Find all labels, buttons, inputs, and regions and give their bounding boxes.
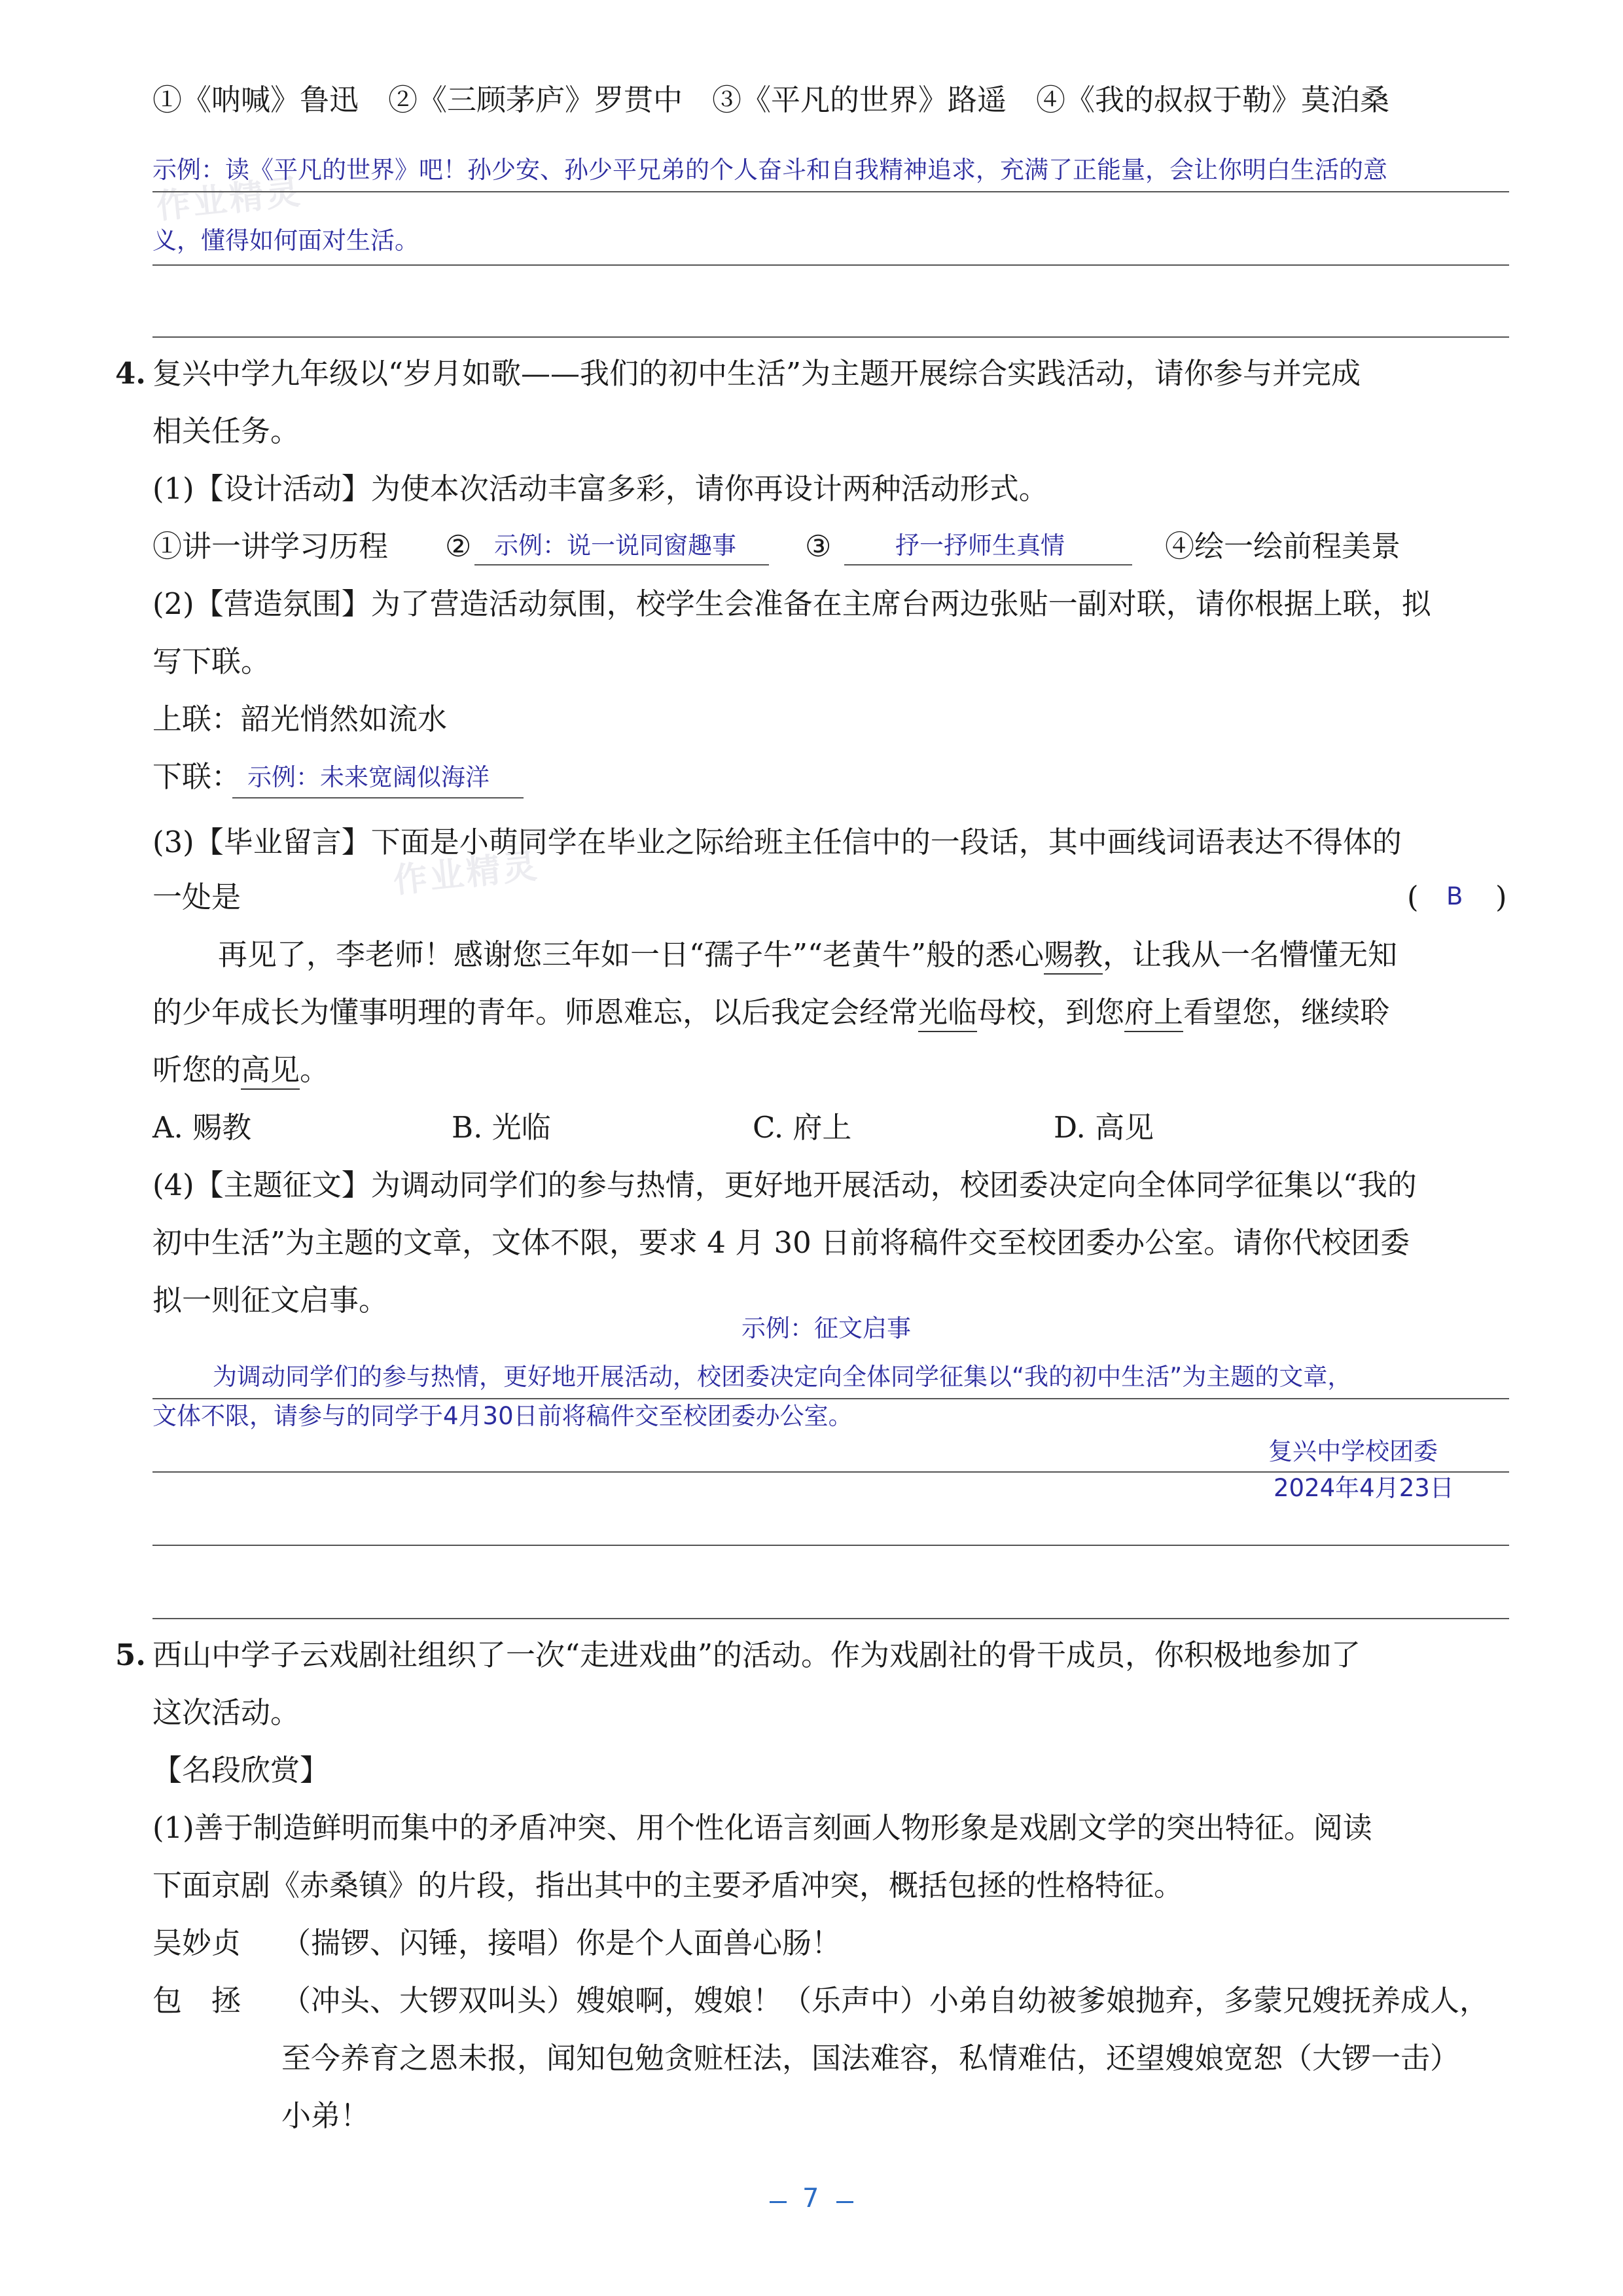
handwritten-answer-sign: 复兴中学校团委 xyxy=(1268,1437,1438,1465)
activity-item-label: ② xyxy=(445,529,472,564)
underlined-word: 光临 xyxy=(918,995,977,1032)
question-stem: 复兴中学九年级以“岁月如歌——我们的初中生活”为主题开展综合实践活动，请你参与并完成 xyxy=(152,356,1361,391)
subquestion-2: (2)【营造氛围】为了营造活动氛围，校学生会准备在主席台两边张贴一副对联，请你根据上联，拟 xyxy=(152,586,1431,621)
underlined-word: 赐教 xyxy=(1044,937,1103,975)
subquestion-4: (4)【主题征文】为调动同学们的参与热情，更好地开展活动，校团委决定向全体同学征集以“我的 xyxy=(152,1168,1417,1202)
answer-line xyxy=(232,797,524,798)
answer-line xyxy=(152,1618,1509,1619)
watermark: 作业精灵 xyxy=(391,846,542,901)
subquestion-3: (3)【毕业留言】下面是小萌同学在毕业之际给班主任信中的一段话，其中画线词语表达不得体的 xyxy=(152,825,1402,859)
answer-line xyxy=(152,264,1509,266)
passage-line: 的少年成长为懂事明理的青年。师恩难忘，以后我定会经常光临母校，到您府上看望您，继续聆 xyxy=(152,992,1389,1033)
subquestion-1: (1)【设计活动】为使本次活动丰富多彩，请你再设计两种活动形式。 xyxy=(152,471,1048,506)
option-c: C. 府上 xyxy=(753,1110,852,1145)
answer-line xyxy=(152,1545,1509,1546)
question-stem: 这次活动。 xyxy=(152,1695,300,1730)
page-number-dash xyxy=(836,2201,853,2203)
role-line: （冲头、大锣双叫头）嫂娘啊，嫂娘！（乐声中）小弟自幼被爹娘抛弃，多蒙兄嫂抚养成人， xyxy=(281,1983,1489,2018)
page-number: 7 xyxy=(802,2183,819,2214)
role-line: 至今养育之恩未报，闻知包勉贪赃枉法，国法难容，私情难估，还望嫂娘宽恕（大锣一击） xyxy=(281,2041,1460,2075)
passage-line: 听您的高见。 xyxy=(152,1050,329,1090)
answer-line xyxy=(152,336,1509,338)
role-name: 包 拯 xyxy=(152,1983,241,2018)
role-line: （揣锣、闪锤，接唱）你是个人面兽心肠！ xyxy=(281,1926,842,1960)
subquestion-4: 拟一则征文启事。 xyxy=(152,1283,389,1318)
couplet-lower-label: 下联： xyxy=(152,759,241,794)
couplet-upper: 上联：韶光悄然如流水 xyxy=(152,702,448,736)
handwritten-answer: 抒一抒师生真情 xyxy=(895,531,1065,560)
page-number-dash xyxy=(770,2201,787,2203)
activity-item-label: ③ xyxy=(805,529,832,564)
handwritten-answer: B xyxy=(1446,882,1463,910)
handwritten-answer: 文体不限，请参与的同学于4月30日前将稿件交至校团委办公室。 xyxy=(152,1402,853,1430)
option-a: A. 赐教 xyxy=(152,1110,252,1145)
underlined-word: 府上 xyxy=(1124,995,1183,1032)
activity-item: ①讲一讲学习历程 xyxy=(152,529,389,564)
section-heading: 【名段欣赏】 xyxy=(152,1753,330,1787)
subquestion-2: 写下联。 xyxy=(152,644,271,679)
passage-line: 再见了，李老师！感谢您三年如一日“孺子牛”“老黄牛”般的悉心赐教，让我从一名懵懂无知 xyxy=(218,935,1397,975)
activity-item: ④绘一绘前程美景 xyxy=(1165,529,1401,564)
role-name: 吴妙贞 xyxy=(152,1926,241,1960)
option-b: B. 光临 xyxy=(452,1110,551,1145)
role-line: 小弟！ xyxy=(281,2098,370,2133)
handwritten-answer-title: 示例：征文启事 xyxy=(741,1314,911,1342)
handwritten-answer: 义，懂得如何面对生活。 xyxy=(152,226,419,255)
answer-line xyxy=(844,564,1132,565)
question-stem: 相关任务。 xyxy=(152,414,300,448)
subquestion-1: (1)善于制造鲜明而集中的矛盾冲突、用个性化语言刻画人物形象是戏剧文学的突出特征。阅读 xyxy=(152,1810,1372,1845)
handwritten-answer-date: 2024年4月23日 xyxy=(1274,1474,1454,1502)
option-d: D. 高见 xyxy=(1054,1110,1154,1145)
watermark: 作业精灵 xyxy=(154,172,305,227)
answer-line xyxy=(152,191,1509,192)
handwritten-answer: 为调动同学们的参与热情，更好地开展活动，校团委决定向全体同学征集以“我的初中生活”为主题的文章， xyxy=(213,1363,1352,1391)
question-number: 4. xyxy=(115,356,146,391)
subquestion-3: 一处是 xyxy=(152,880,241,914)
question-number: 5. xyxy=(115,1638,146,1672)
answer-paren: ) xyxy=(1495,880,1507,914)
answer-paren: ( xyxy=(1407,880,1419,914)
book-options: ①《呐喊》鲁迅 ②《三顾茅庐》罗贯中 ③《平凡的世界》路遥 ④《我的叔叔于勒》莫泊桑 xyxy=(152,82,1390,117)
subquestion-4: 初中生活”为主题的文章，文体不限，要求 4 月 30 日前将稿件交至校团委办公室。请你代校团委 xyxy=(152,1225,1410,1260)
underlined-word: 高见 xyxy=(241,1052,300,1090)
question-stem: 西山中学子云戏剧社组织了一次“走进戏曲”的活动。作为戏剧社的骨干成员，你积极地参加了 xyxy=(152,1638,1361,1672)
answer-line xyxy=(474,564,769,565)
subquestion-1: 下面京剧《赤桑镇》的片段，指出其中的主要矛盾冲突，概括包拯的性格特征。 xyxy=(152,1868,1184,1903)
answer-line xyxy=(152,1398,1509,1399)
handwritten-answer: 示例：读《平凡的世界》吧！孙少安、孙少平兄弟的个人奋斗和自我精神追求，充满了正能量，会让你明白生活的意 xyxy=(152,156,1387,184)
handwritten-answer: 示例：未来宽阔似海洋 xyxy=(247,763,490,791)
handwritten-answer: 示例：说一说同窗趣事 xyxy=(494,531,736,560)
